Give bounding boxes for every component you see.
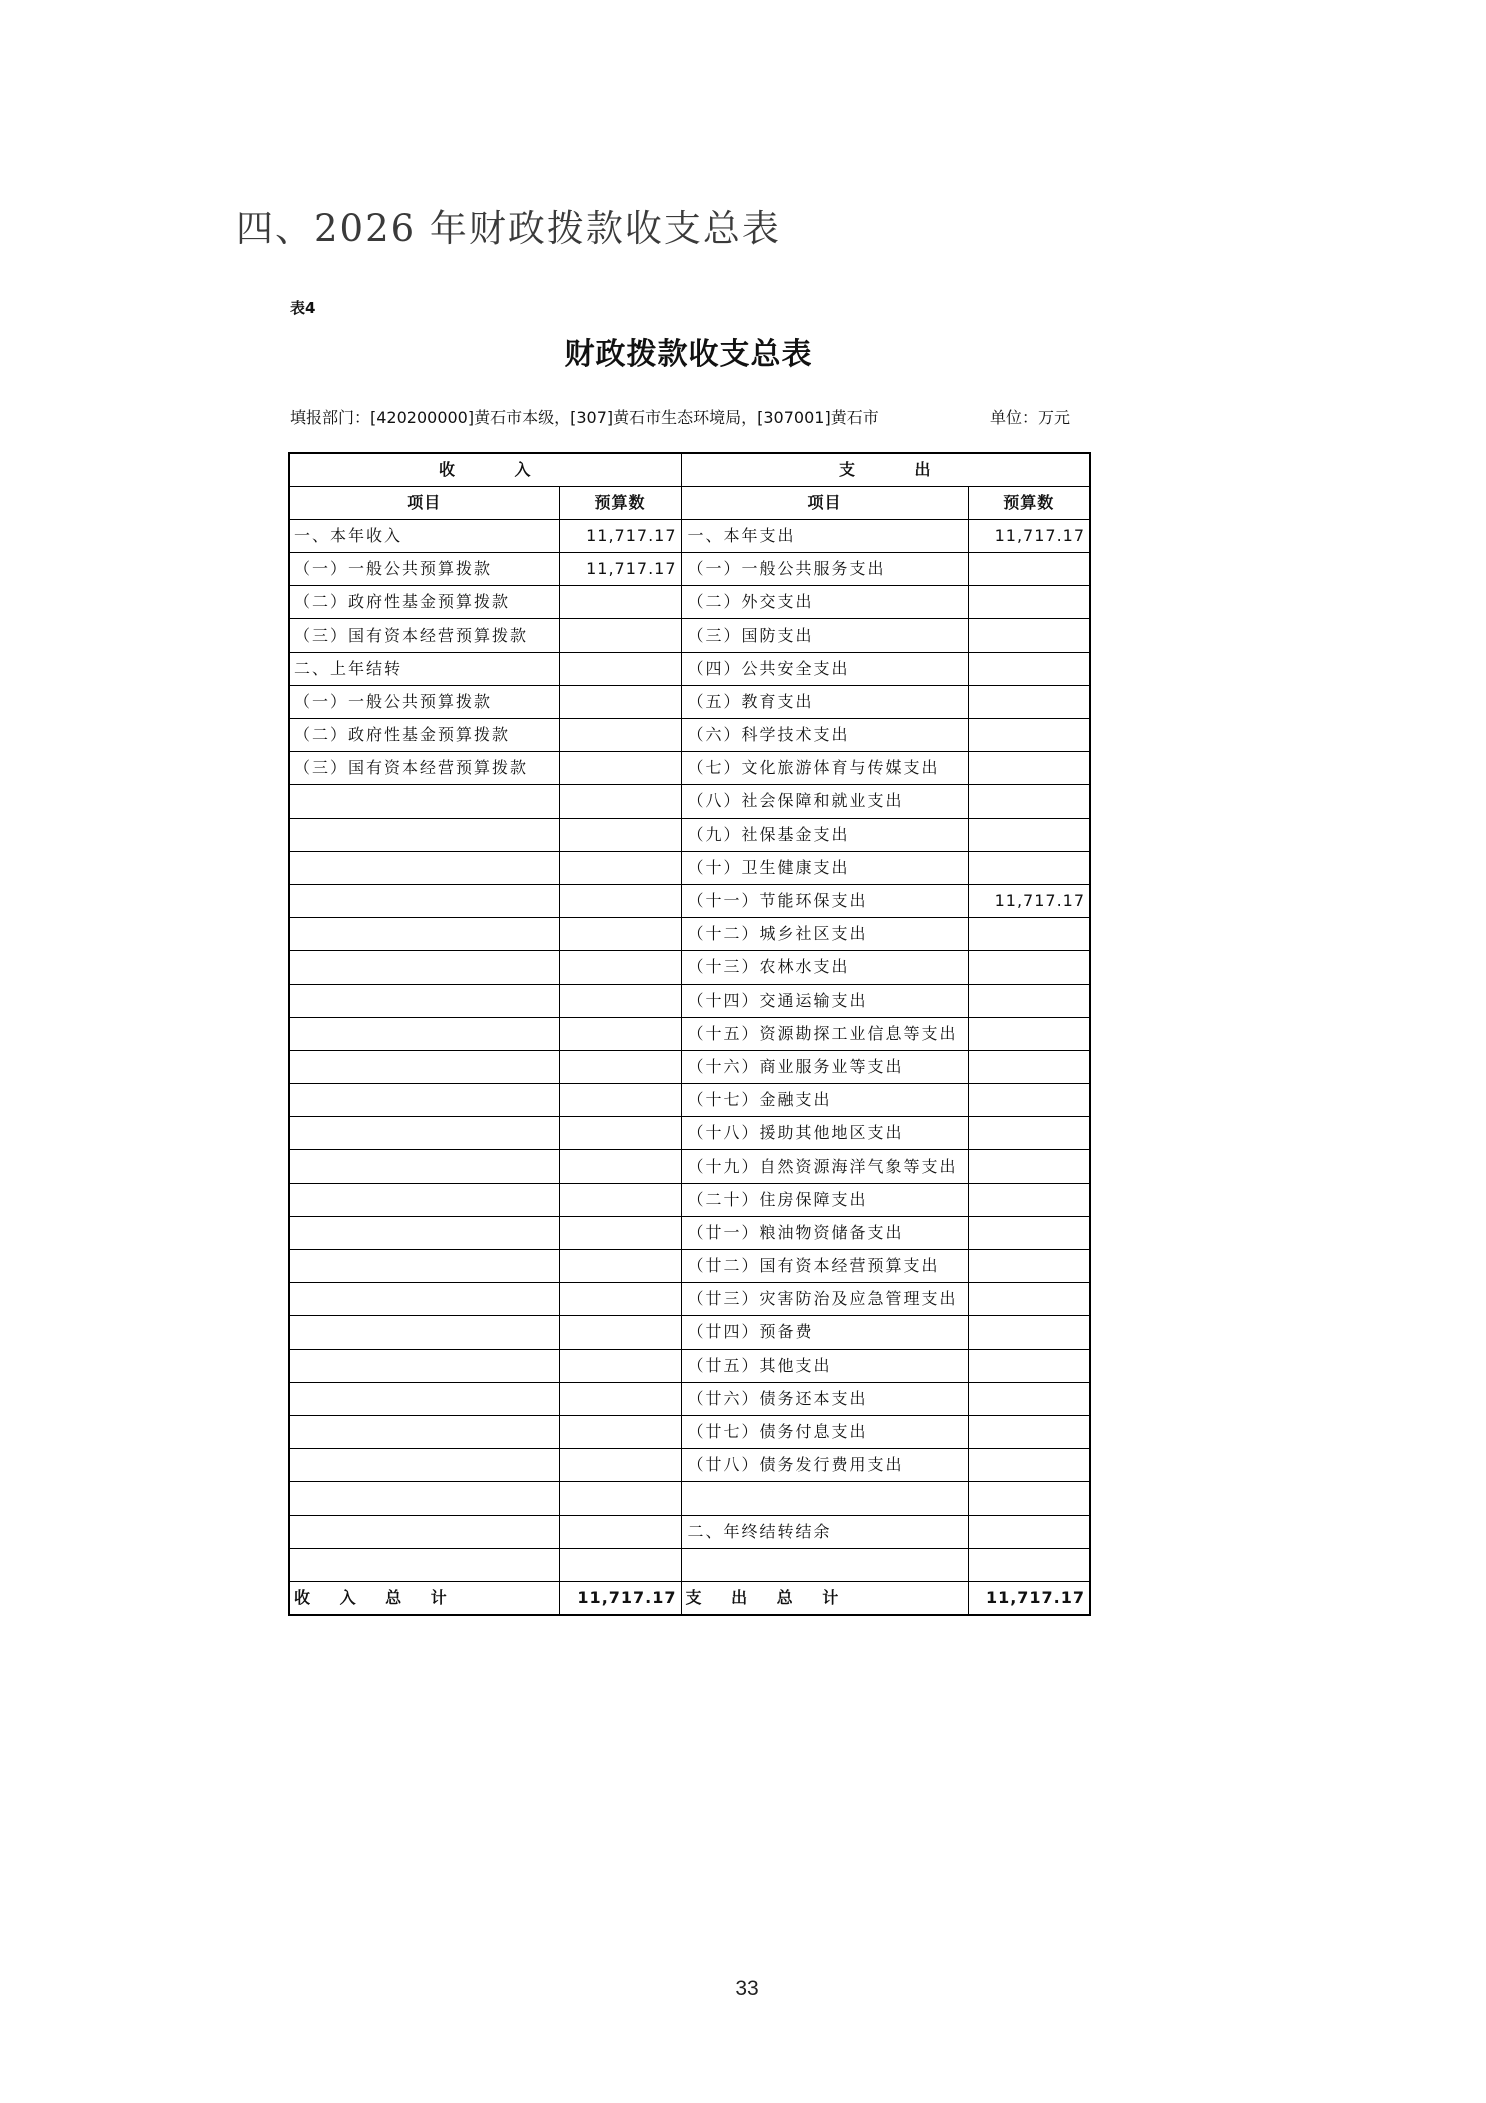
expense-item-cell: 二、年终结转结余 <box>681 1515 968 1548</box>
expense-amount-cell <box>968 752 1090 785</box>
expense-total-label: 支 出 总 计 <box>681 1581 968 1614</box>
expense-item-cell: （十九）自然资源海洋气象等支出 <box>681 1150 968 1183</box>
income-amount-cell <box>559 1283 681 1316</box>
income-amount-cell <box>559 851 681 884</box>
page-number: 33 <box>735 1977 759 2000</box>
table-row <box>289 1216 1090 1249</box>
income-item-cell <box>289 1084 559 1117</box>
table-row <box>289 851 1090 884</box>
income-amount-cell <box>559 1349 681 1382</box>
table-body <box>289 519 1090 1581</box>
income-item-cell <box>289 1415 559 1448</box>
table-row <box>289 553 1090 586</box>
table-row <box>289 818 1090 851</box>
expense-item-cell: （六）科学技术支出 <box>681 719 968 752</box>
table-row <box>289 752 1090 785</box>
expense-amount-cell <box>968 1150 1090 1183</box>
reporting-department: 填报部门：[420200000]黄石市本级，[307]黄石市生态环境局，[307001]黄石市 <box>290 408 879 427</box>
expense-item-cell: （廿四）预备费 <box>681 1316 968 1349</box>
expense-item-cell: （十四）交通运输支出 <box>681 984 968 1017</box>
table-number: 表4 <box>290 299 316 317</box>
income-item-cell <box>289 1515 559 1548</box>
income-amount-cell <box>559 951 681 984</box>
income-item-cell <box>289 818 559 851</box>
expense-amount-cell <box>968 685 1090 718</box>
table-row <box>289 586 1090 619</box>
expense-item-cell <box>681 1482 968 1515</box>
expense-item-cell: （十七）金融支出 <box>681 1084 968 1117</box>
expense-item-cell: （十一）节能环保支出 <box>681 884 968 917</box>
income-amount-cell <box>559 1084 681 1117</box>
income-amount-cell <box>559 1316 681 1349</box>
table-row <box>289 1017 1090 1050</box>
expense-amount-cell <box>968 1349 1090 1382</box>
income-item-cell: （三）国有资本经营预算拨款 <box>289 752 559 785</box>
income-item-cell <box>289 1548 559 1581</box>
table-row <box>289 785 1090 818</box>
table-row <box>289 951 1090 984</box>
expense-item-cell: （九）社保基金支出 <box>681 818 968 851</box>
expense-amount-cell: 11,717.17 <box>968 884 1090 917</box>
expense-amount-cell <box>968 719 1090 752</box>
table-row <box>289 519 1090 552</box>
income-item-header: 项目 <box>289 486 559 519</box>
table-row <box>289 1183 1090 1216</box>
expense-amount-cell <box>968 619 1090 652</box>
income-amount-cell <box>559 719 681 752</box>
expense-item-cell: （廿七）债务付息支出 <box>681 1415 968 1448</box>
expense-amount-cell <box>968 1117 1090 1150</box>
section-heading: 四、2026 年财政拨款收支总表 <box>236 207 781 250</box>
table-row <box>289 1084 1090 1117</box>
total-row <box>289 1581 1090 1614</box>
expense-item-cell: （廿三）灾害防治及应急管理支出 <box>681 1283 968 1316</box>
income-item-cell: （二）政府性基金预算拨款 <box>289 719 559 752</box>
expense-total-amount: 11,717.17 <box>968 1581 1090 1614</box>
table-row <box>289 1449 1090 1482</box>
income-amount-cell <box>559 1050 681 1083</box>
expense-item-cell: （十八）援助其他地区支出 <box>681 1117 968 1150</box>
expense-item-cell: （四）公共安全支出 <box>681 652 968 685</box>
expense-item-cell: （十六）商业服务业等支出 <box>681 1050 968 1083</box>
expense-amount-cell <box>968 1283 1090 1316</box>
income-amount-cell: 11,717.17 <box>559 519 681 552</box>
table-row <box>289 685 1090 718</box>
income-amount-cell <box>559 1250 681 1283</box>
income-amount-cell <box>559 685 681 718</box>
expense-amount-cell <box>968 1250 1090 1283</box>
income-item-cell <box>289 1117 559 1150</box>
expense-amount-cell <box>968 1449 1090 1482</box>
expense-amount-header: 预算数 <box>968 486 1090 519</box>
income-amount-cell <box>559 619 681 652</box>
income-item-cell <box>289 1349 559 1382</box>
expense-item-header: 项目 <box>681 486 968 519</box>
table-row <box>289 652 1090 685</box>
expense-item-cell: （一）一般公共服务支出 <box>681 553 968 586</box>
income-amount-cell <box>559 884 681 917</box>
table-row <box>289 1415 1090 1448</box>
income-item-cell <box>289 918 559 951</box>
expense-amount-cell <box>968 553 1090 586</box>
table-row <box>289 984 1090 1017</box>
income-amount-cell <box>559 1183 681 1216</box>
expense-amount-cell <box>968 1482 1090 1515</box>
income-item-cell <box>289 951 559 984</box>
income-item-cell <box>289 1449 559 1482</box>
income-item-cell <box>289 1183 559 1216</box>
expense-item-cell <box>681 1548 968 1581</box>
income-total-label: 收 入 总 计 <box>289 1581 559 1614</box>
income-item-cell <box>289 1382 559 1415</box>
income-item-cell <box>289 1050 559 1083</box>
income-amount-cell <box>559 652 681 685</box>
expense-amount-cell <box>968 1216 1090 1249</box>
table-title: 财政拨款收支总表 <box>564 337 813 372</box>
table-row <box>289 1515 1090 1548</box>
expense-amount-cell <box>968 1515 1090 1548</box>
income-item-cell <box>289 1283 559 1316</box>
expense-amount-cell <box>968 1548 1090 1581</box>
expense-amount-cell <box>968 785 1090 818</box>
expense-amount-cell <box>968 918 1090 951</box>
income-item-cell <box>289 984 559 1017</box>
expense-amount-cell <box>968 818 1090 851</box>
expense-amount-cell <box>968 1316 1090 1349</box>
table-row <box>289 619 1090 652</box>
income-amount-cell <box>559 1382 681 1415</box>
income-amount-cell <box>559 1515 681 1548</box>
expense-amount-cell <box>968 951 1090 984</box>
income-item-cell <box>289 1150 559 1183</box>
income-amount-cell <box>559 1415 681 1448</box>
expense-item-cell: （八）社会保障和就业支出 <box>681 785 968 818</box>
income-item-cell: （一）一般公共预算拨款 <box>289 685 559 718</box>
expense-amount-cell <box>968 1050 1090 1083</box>
income-amount-header: 预算数 <box>559 486 681 519</box>
expense-item-cell: （十二）城乡社区支出 <box>681 918 968 951</box>
income-amount-cell: 11,717.17 <box>559 553 681 586</box>
income-item-cell: （一）一般公共预算拨款 <box>289 553 559 586</box>
expense-item-cell: （五）教育支出 <box>681 685 968 718</box>
expense-item-cell: （廿一）粮油物资储备支出 <box>681 1216 968 1249</box>
expense-amount-cell <box>968 652 1090 685</box>
table-header-row <box>289 453 1090 486</box>
income-amount-cell <box>559 752 681 785</box>
income-amount-cell <box>559 785 681 818</box>
table-row <box>289 719 1090 752</box>
income-amount-cell <box>559 818 681 851</box>
expense-amount-cell: 11,717.17 <box>968 519 1090 552</box>
income-item-cell <box>289 1316 559 1349</box>
unit-label: 单位：万元 <box>990 408 1071 427</box>
table-row <box>289 1250 1090 1283</box>
expense-amount-cell <box>968 1382 1090 1415</box>
table-row <box>289 1283 1090 1316</box>
expense-item-cell: （廿二）国有资本经营预算支出 <box>681 1250 968 1283</box>
expense-amount-cell <box>968 1183 1090 1216</box>
expense-item-cell: （十三）农林水支出 <box>681 951 968 984</box>
table-row <box>289 1548 1090 1581</box>
income-amount-cell <box>559 1548 681 1581</box>
table-row <box>289 1316 1090 1349</box>
table-row <box>289 1349 1090 1382</box>
expense-header: 支 出 <box>681 453 1090 486</box>
expense-item-cell: 一、本年支出 <box>681 519 968 552</box>
income-item-cell: 二、上年结转 <box>289 652 559 685</box>
income-amount-cell <box>559 984 681 1017</box>
table-row <box>289 918 1090 951</box>
expense-amount-cell <box>968 1084 1090 1117</box>
income-item-cell <box>289 1017 559 1050</box>
table-row <box>289 1482 1090 1515</box>
expense-item-cell: （廿八）债务发行费用支出 <box>681 1449 968 1482</box>
table-row <box>289 1117 1090 1150</box>
income-item-cell <box>289 1216 559 1249</box>
expense-amount-cell <box>968 1017 1090 1050</box>
income-amount-cell <box>559 1216 681 1249</box>
income-total-amount: 11,717.17 <box>559 1581 681 1614</box>
expense-item-cell: （廿五）其他支出 <box>681 1349 968 1382</box>
column-header-row <box>289 486 1090 519</box>
income-header: 收 入 <box>289 453 681 486</box>
income-amount-cell <box>559 1150 681 1183</box>
expense-item-cell: （二十）住房保障支出 <box>681 1183 968 1216</box>
income-item-cell <box>289 1482 559 1515</box>
income-item-cell <box>289 851 559 884</box>
expense-item-cell: （二）外交支出 <box>681 586 968 619</box>
table-row <box>289 1050 1090 1083</box>
income-amount-cell <box>559 1449 681 1482</box>
expense-item-cell: （廿六）债务还本支出 <box>681 1382 968 1415</box>
income-item-cell <box>289 884 559 917</box>
expense-item-cell: （七）文化旅游体育与传媒支出 <box>681 752 968 785</box>
income-amount-cell <box>559 1017 681 1050</box>
income-item-cell <box>289 785 559 818</box>
income-amount-cell <box>559 1482 681 1515</box>
income-amount-cell <box>559 918 681 951</box>
expense-item-cell: （三）国防支出 <box>681 619 968 652</box>
expense-amount-cell <box>968 984 1090 1017</box>
income-item-cell: （二）政府性基金预算拨款 <box>289 586 559 619</box>
expense-item-cell: （十五）资源勘探工业信息等支出 <box>681 1017 968 1050</box>
income-amount-cell <box>559 1117 681 1150</box>
budget-table <box>288 452 1091 1616</box>
income-item-cell <box>289 1250 559 1283</box>
table-row <box>289 884 1090 917</box>
expense-item-cell: （十）卫生健康支出 <box>681 851 968 884</box>
income-item-cell: （三）国有资本经营预算拨款 <box>289 619 559 652</box>
expense-amount-cell <box>968 586 1090 619</box>
income-item-cell: 一、本年收入 <box>289 519 559 552</box>
expense-amount-cell <box>968 851 1090 884</box>
income-amount-cell <box>559 586 681 619</box>
table-row <box>289 1382 1090 1415</box>
table-row <box>289 1150 1090 1183</box>
expense-amount-cell <box>968 1415 1090 1448</box>
